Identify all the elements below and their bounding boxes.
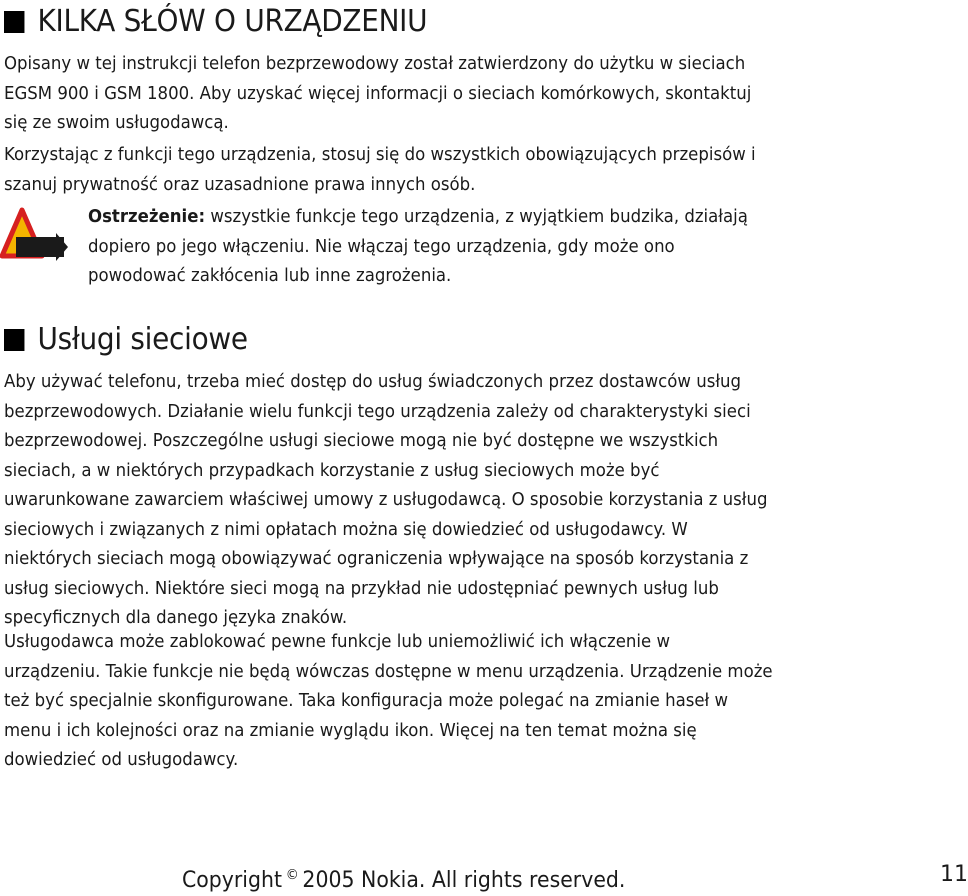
text-line: też być specjalnie skonfigurowane. Taka konfiguracja może polegać na zmianie haseł w (4, 690, 729, 711)
heading-bullet (4, 11, 24, 33)
warning-line (88, 202, 750, 232)
warning-text: wszystkie funkcje tego urządzenia, z wyjątkiem budzika, działają (205, 206, 748, 227)
paragraph-network-services (4, 367, 768, 633)
footer-copyright (182, 860, 625, 896)
copyright-text: 2005 Nokia. All rights reserved. (302, 868, 626, 893)
section-heading-network-services (4, 320, 248, 360)
text-line: sieciach, a w niektórych przypadkach korzystanie z usług sieciowych może być (4, 459, 660, 481)
section-heading-text: Usługi sieciowe (37, 322, 248, 357)
text-line: sieciowych i związanych z nimi opłatach można się dowiedzieć od usługodawcy. W (4, 518, 688, 540)
text-line: szanuj prywatność oraz uzasadnione prawa innych osób. (4, 173, 476, 195)
text-line: Aby używać telefonu, trzeba mieć dostęp do usług świadczonych przez dostawców usług (4, 371, 742, 392)
text-line: dowiedzieć od usługodawcy. (4, 749, 239, 770)
text-line: się ze swoim usługodawcą. (4, 112, 229, 133)
paragraph-regulations (4, 140, 756, 199)
text-line: usług sieciowych. Niektóre sieci mogą na przykład nie udostępniać pewnych usług lub (4, 577, 719, 599)
text-line: menu i ich kolejności oraz na zmianie wyglądu ikon. Więcej na ten temat można się (4, 719, 697, 741)
copyright-prefix: Copyright (182, 868, 282, 893)
text-line: Opisany w tej instrukcji telefon bezprzewodowy został zatwierdzony do użytku w sieciach (4, 53, 746, 74)
paragraph-approval (4, 49, 752, 138)
text-line: niektórych sieciach mogą obowiązywać ograniczenia wpływające na sposób korzystania z (4, 548, 749, 569)
warning-note (88, 202, 750, 291)
warning-triangle-icon (2, 208, 68, 262)
warning-line: dopiero po jego włączeniu. Nie włączaj tego urządzenia, gdy może ono (88, 235, 675, 257)
heading-bullet (4, 329, 24, 351)
warning-label: Ostrzeżenie: (88, 206, 206, 227)
text-line: Usługodawca może zablokować pewne funkcje lub uniemożliwić ich włączenie w (4, 631, 671, 652)
text-line: specyficznych dla danego języka znaków. (4, 607, 348, 628)
text-line: EGSM 900 i GSM 1800. Aby uzyskać więcej informacji o sieciach komórkowych, skontaktuj (4, 82, 752, 104)
warning-line: powodować zakłócenia lub inne zagrożenia. (88, 265, 452, 286)
paragraph-service-provider (4, 627, 773, 775)
copyright-symbol: © (285, 867, 299, 883)
section-heading-text: KILKA SŁÓW O URZĄDZENIU (37, 4, 428, 39)
page-number: 11 (940, 862, 968, 887)
text-line: bezprzewodowej. Poszczególne usługi sieciowe mogą nie być dostępne we wszystkich (4, 430, 719, 451)
text-line: urządzeniu. Takie funkcje nie będą wówczas dostępne w menu urządzenia. Urządzenie może (4, 660, 773, 682)
text-line: uwarunkowane zawarciem właściwej umowy z usługodawcą. O sposobie korzystania z usług (4, 489, 768, 510)
text-line: Korzystając z funkcji tego urządzenia, stosuj się do wszystkich obowiązujących przepisów i (4, 144, 756, 165)
text-line: bezprzewodowych. Działanie wielu funkcji tego urządzenia zależy od charakterystyki sieci (4, 400, 751, 422)
section-heading-about-device (4, 2, 427, 42)
